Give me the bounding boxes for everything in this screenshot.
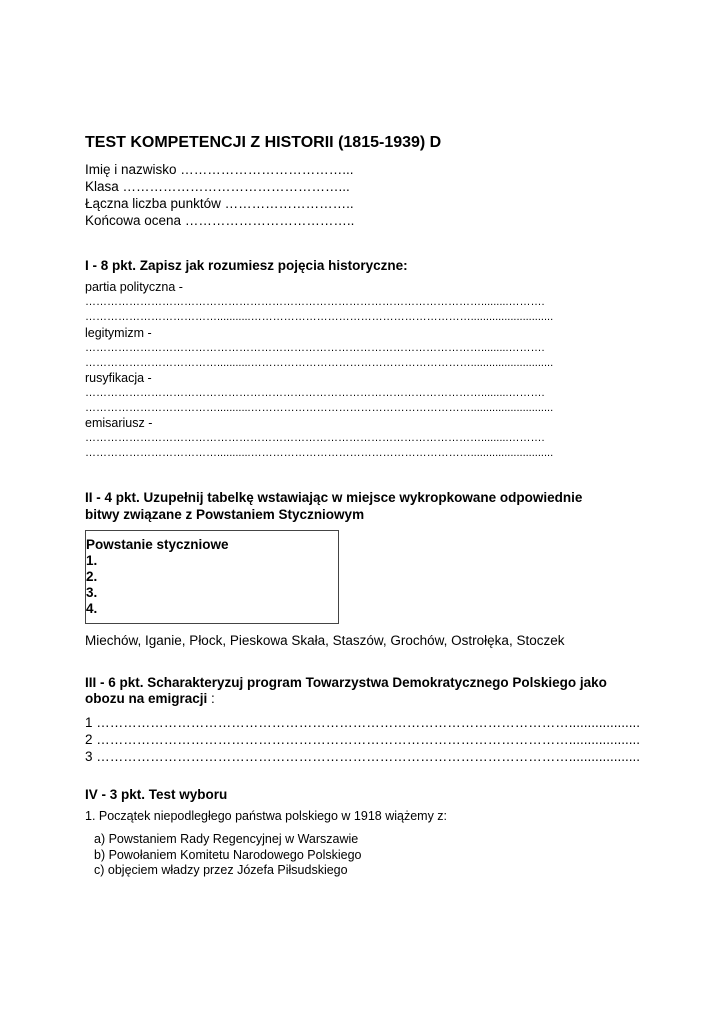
answer-line: 1 ……………………………………………………………………………………………................... <box>85 715 641 730</box>
answer-line: 2 ……………………………………………………………………………………………................... <box>85 732 641 747</box>
section3-heading-bold: obozu na emigracji <box>85 691 208 706</box>
section1-heading: I - 8 pkt. Zapisz jak rozumiesz pojęcia historyczne: <box>85 258 408 273</box>
section3-heading-rest: : <box>207 691 215 706</box>
table-title: Powstanie styczniowe <box>86 537 229 552</box>
answer-line: ……………………………………………………………………………………………….........………. <box>85 342 545 354</box>
term-label: legitymizm - <box>85 326 152 340</box>
answer-line: ……………………………………………………………………………………………….........………. <box>85 432 545 444</box>
page-title: TEST KOMPETENCJI Z HISTORII (1815-1939) D <box>85 134 442 151</box>
battles-table <box>85 530 339 624</box>
option-b: b) Powołaniem Komitetu Narodowego Polskiego <box>94 848 362 862</box>
section4-heading: IV - 3 pkt. Test wyboru <box>85 787 228 802</box>
answer-line: ………………………………...........……………………………………………………........................... <box>85 447 554 459</box>
table-row: 1. <box>86 553 98 568</box>
points-field: Łączna liczba punktów ……………………….. <box>85 196 354 211</box>
term-label: rusyfikacja - <box>85 371 152 385</box>
section3-heading-line1: III - 6 pkt. Scharakteryzuj program Towarzystwa Demokratycznego Polskiego jako <box>85 675 607 690</box>
answer-line: 3 ……………………………………………………………………………………………................... <box>85 749 641 764</box>
option-c: c) objęciem władzy przez Józefa Piłsudskiego <box>94 863 348 877</box>
section2-heading-line2: bitwy związane z Powstaniem Styczniowym <box>85 507 365 522</box>
table-row: 3. <box>86 585 98 600</box>
term-label: emisariusz - <box>85 416 153 430</box>
table-row: 2. <box>86 569 98 584</box>
answer-line: ……………………………………………………………………………………………….........………. <box>85 296 545 308</box>
grade-field: Końcowa ocena ……………………………….. <box>85 213 355 228</box>
word-bank: Miechów, Iganie, Płock, Pieskowa Skała, Staszów, Grochów, Ostrołęka, Stoczek <box>85 633 565 648</box>
answer-line: ………………………………...........……………………………………………………........................... <box>85 357 554 369</box>
section3-heading-line2 <box>85 690 215 708</box>
section2-heading-line1: II - 4 pkt. Uzupełnij tabelkę wstawiając w miejsce wykropkowane odpowiednie <box>85 490 583 505</box>
table-row: 4. <box>86 601 98 616</box>
answer-line: ……………………………………………………………………………………………….........………. <box>85 387 545 399</box>
option-a: a) Powstaniem Rady Regencyjnej w Warszawie <box>94 832 359 846</box>
question-text: 1. Początek niepodległego państwa polskiego w 1918 wiążemy z: <box>85 809 448 823</box>
answer-line: ………………………………...........……………………………………………………........................... <box>85 402 554 414</box>
term-label: partia polityczna - <box>85 280 183 294</box>
name-field: Imię i nazwisko ………………………………... <box>85 162 354 177</box>
answer-line: ………………………………...........……………………………………………………........................... <box>85 311 554 323</box>
class-field: Klasa …………………………………………... <box>85 179 350 194</box>
